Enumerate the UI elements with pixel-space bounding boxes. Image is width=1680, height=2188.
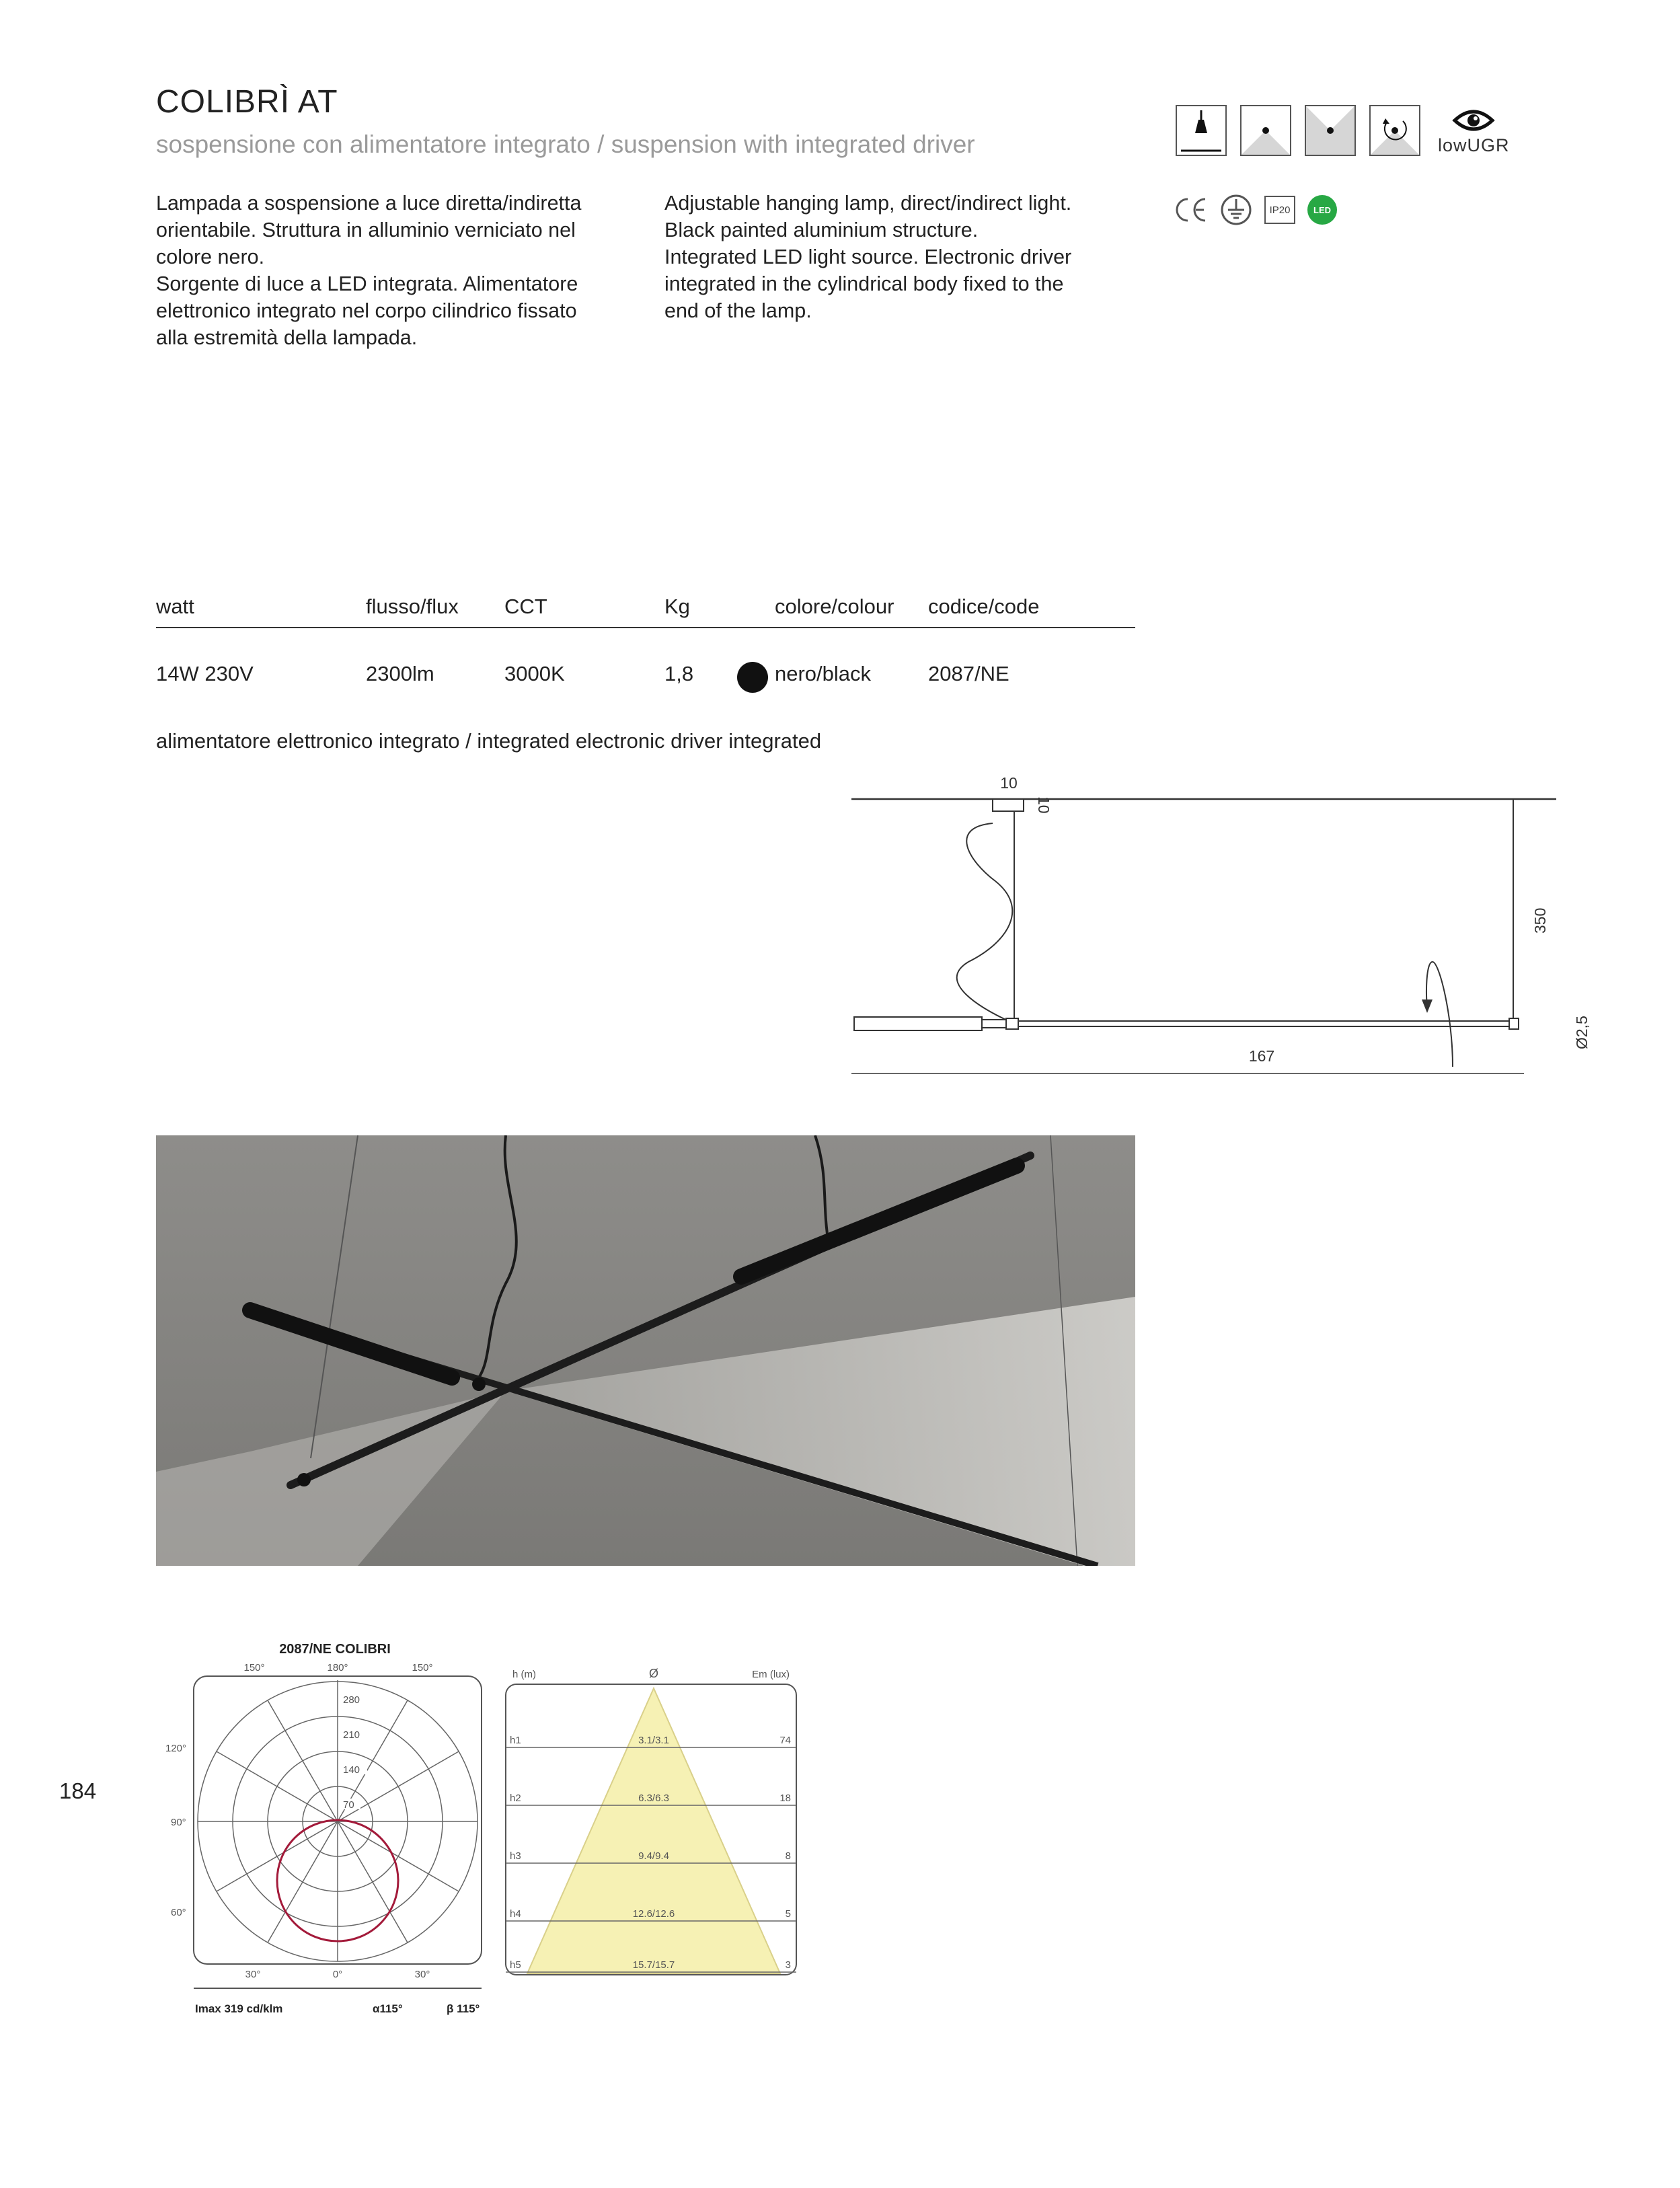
svg-text:h2: h2 <box>510 1793 521 1804</box>
power-cord <box>957 823 1013 1022</box>
polar-title: 2087/NE COLIBRI <box>279 1642 391 1657</box>
drop-label: 350 <box>1531 907 1549 934</box>
svg-text:h3: h3 <box>510 1850 521 1862</box>
table-cell-colour: nero/black <box>775 662 872 685</box>
table-cell-code: 2087/NE <box>928 662 1009 685</box>
polar-diagram <box>156 1636 492 2039</box>
description-line: colore nero. <box>156 246 265 268</box>
svg-text:180°: 180° <box>327 1662 348 1673</box>
svg-text:140: 140 <box>343 1764 360 1776</box>
illuminance-cone-diagram <box>500 1664 803 1987</box>
ce-mark-icon <box>1173 195 1208 225</box>
adjustable-icon <box>1369 105 1420 156</box>
canopy <box>993 799 1024 811</box>
table-header-kg: Kg <box>664 595 690 618</box>
colour-swatch <box>737 662 768 693</box>
svg-text:150°: 150° <box>243 1662 265 1673</box>
low-ugr-badge <box>1438 107 1510 156</box>
svg-text:h1: h1 <box>510 1735 521 1746</box>
product-photo <box>156 1135 1135 1566</box>
table-cell-flux: 2300lm <box>366 662 434 685</box>
dimension-drawing <box>847 767 1594 1090</box>
svg-text:h5: h5 <box>510 1959 521 1971</box>
svg-text:12.6/12.6: 12.6/12.6 <box>632 1908 675 1920</box>
indirect-light-icon <box>1305 105 1356 156</box>
svg-text:6.3/6.3: 6.3/6.3 <box>638 1793 669 1804</box>
svg-text:9.4/9.4: 9.4/9.4 <box>638 1850 669 1862</box>
canopy-width-label: 10 <box>1000 774 1018 792</box>
table-divider <box>156 627 1135 628</box>
earth-ground-icon <box>1220 194 1252 226</box>
description-line: alla estremità della lampada. <box>156 326 418 349</box>
svg-text:90°: 90° <box>171 1817 186 1828</box>
svg-text:30°: 30° <box>245 1969 261 1980</box>
svg-text:210: 210 <box>343 1729 360 1741</box>
svg-text:74: 74 <box>779 1735 791 1746</box>
page-number: 184 <box>59 1778 97 1803</box>
svg-text:5: 5 <box>785 1908 791 1920</box>
low-ugr-label: lowUGR <box>1438 135 1510 155</box>
svg-text:15.7/15.7: 15.7/15.7 <box>632 1959 675 1971</box>
svg-text:60°: 60° <box>171 1907 186 1918</box>
svg-text:280: 280 <box>343 1694 360 1706</box>
certification-icons <box>1173 194 1337 226</box>
imax-label: Imax 319 cd/klm <box>195 2002 283 2015</box>
svg-text:Ø: Ø <box>648 1667 659 1680</box>
canopy-height-label: 10 <box>1035 796 1053 814</box>
description-en <box>664 190 1149 324</box>
description-line: orientabile. Struttura in alluminio verniciato nel <box>156 219 576 241</box>
feature-icons <box>1176 105 1510 156</box>
table-header-code: codice/code <box>928 595 1040 618</box>
length-label: 167 <box>1248 1047 1275 1065</box>
svg-text:h4: h4 <box>510 1908 521 1920</box>
led-badge: LED <box>1307 195 1337 225</box>
table-header-watt: watt <box>156 595 194 618</box>
svg-text:70: 70 <box>343 1799 354 1811</box>
description-line: Adjustable hanging lamp, direct/indirect light. <box>664 192 1072 215</box>
driver-note: alimentatore elettronico integrato / integrated electronic driver integrated <box>156 729 822 753</box>
table-cell-watt: 14W 230V <box>156 662 254 685</box>
svg-text:0°: 0° <box>332 1969 343 1980</box>
svg-text:3.1/3.1: 3.1/3.1 <box>638 1735 669 1746</box>
table-header-colour: colore/colour <box>775 595 894 618</box>
product-subtitle: sospensione con alimentatore integrato / suspension with integrated driver <box>156 130 975 158</box>
eye-icon <box>1452 107 1495 134</box>
description-line: Sorgente di luce a LED integrata. Alimentatore <box>156 272 578 295</box>
description-it <box>156 190 640 351</box>
diameter-label: Ø2,5 <box>1573 1016 1591 1049</box>
ip-rating-badge: IP20 <box>1264 196 1295 224</box>
description-line: end of the lamp. <box>664 299 812 322</box>
beta-label: β 115° <box>447 2002 480 2015</box>
svg-text:120°: 120° <box>165 1743 187 1754</box>
table-cell-kg: 1,8 <box>664 662 694 685</box>
description-line: Black painted aluminium structure. <box>664 219 979 241</box>
description-line: elettronico integrato nel corpo cilindrico fissato <box>156 299 577 322</box>
pendant-icon <box>1176 105 1227 156</box>
description-line: integrated in the cylindrical body fixed to the <box>664 272 1064 295</box>
rotation-arrow <box>1426 962 1453 1067</box>
direct-light-icon <box>1240 105 1291 156</box>
svg-text:150°: 150° <box>412 1662 433 1673</box>
description-line: Integrated LED light source. Electronic driver <box>664 246 1072 268</box>
svg-text:18: 18 <box>779 1793 791 1804</box>
alpha-label: α115° <box>373 2002 403 2015</box>
driver-body <box>854 1017 982 1030</box>
table-cell-cct: 3000K <box>504 662 565 685</box>
table-header-flux: flusso/flux <box>366 595 459 618</box>
description-line: Lampada a sospensione a luce diretta/indiretta <box>156 192 582 215</box>
svg-text:Em (lux): Em (lux) <box>752 1669 790 1680</box>
product-title: COLIBRÌ AT <box>156 84 338 120</box>
table-header-cct: CCT <box>504 595 547 618</box>
svg-text:8: 8 <box>785 1850 791 1862</box>
svg-text:30°: 30° <box>414 1969 430 1980</box>
svg-text:h (m): h (m) <box>512 1669 536 1680</box>
svg-text:3: 3 <box>785 1959 791 1971</box>
